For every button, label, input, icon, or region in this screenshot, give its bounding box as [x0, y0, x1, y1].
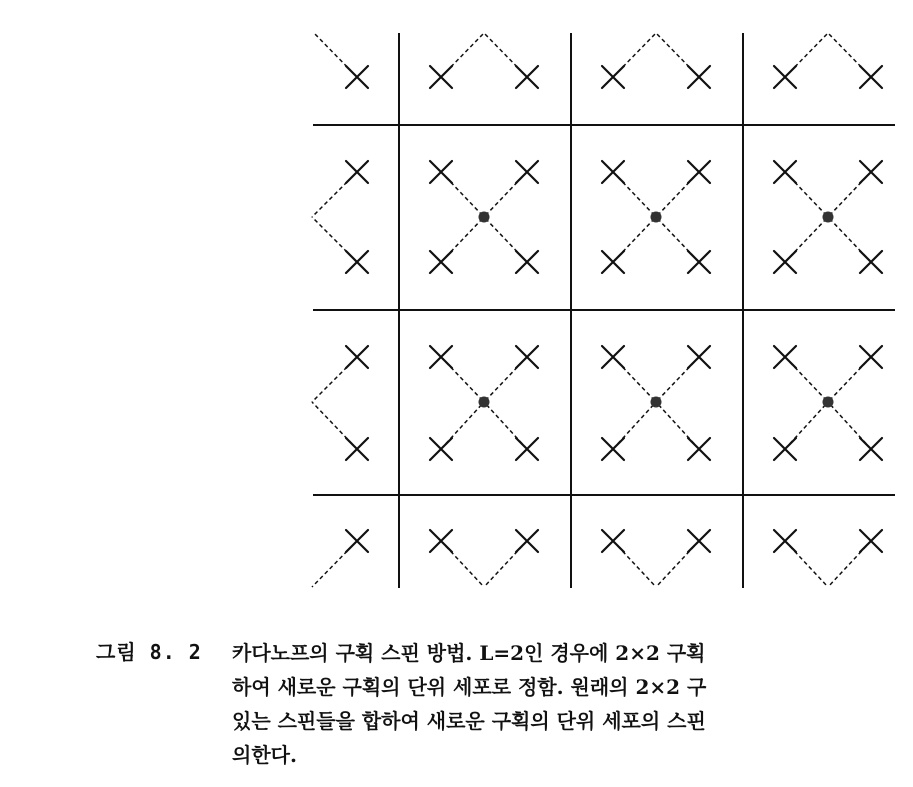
spin-cross: [430, 530, 452, 552]
spin-cross: [346, 251, 368, 273]
spin-cross: [516, 530, 538, 552]
spin-cross: [602, 438, 624, 460]
spin-cross: [688, 251, 710, 273]
caption-line-3: 있는 스핀들을 합하여 새로운 구획의 단위 세포의 스핀: [232, 709, 706, 733]
spin-cross: [346, 530, 368, 552]
block-center-dot: [823, 397, 834, 408]
spin-cross: [346, 438, 368, 460]
spin-cross: [602, 251, 624, 273]
block-center-dot: [479, 212, 490, 223]
spin-cross: [860, 530, 882, 552]
spin-cross: [430, 346, 452, 368]
block-center-dot: [823, 212, 834, 223]
spin-cross: [774, 346, 796, 368]
spin-cross: [430, 66, 452, 88]
block-center-dot: [651, 397, 662, 408]
spin-cross: [860, 161, 882, 183]
spin-cross: [430, 161, 452, 183]
spin-cross: [602, 346, 624, 368]
spin-cross: [688, 66, 710, 88]
spin-cross: [346, 346, 368, 368]
spin-cross: [516, 346, 538, 368]
block-center-dot: [479, 397, 490, 408]
spin-cross: [516, 438, 538, 460]
caption-line-1: 카다노프의 구획 스핀 방법. L=2인 경우에 2×2 구획: [232, 641, 706, 665]
spin-cross: [860, 66, 882, 88]
spin-cross: [516, 161, 538, 183]
block-grid-lines: [313, 33, 895, 588]
spin-cross: [860, 438, 882, 460]
spin-cross: [602, 66, 624, 88]
spin-cross: [860, 346, 882, 368]
spin-cross: [860, 251, 882, 273]
block-center-dot: [651, 212, 662, 223]
spin-cross: [774, 66, 796, 88]
caption-line-4: 의한다.: [232, 743, 297, 767]
spin-cross: [430, 438, 452, 460]
spin-cross: [774, 251, 796, 273]
spin-cross: [774, 161, 796, 183]
spin-cross: [774, 438, 796, 460]
spin-cross: [346, 161, 368, 183]
spin-cross: [602, 530, 624, 552]
spin-cross: [688, 438, 710, 460]
spin-cross: [516, 251, 538, 273]
spin-cross: [516, 66, 538, 88]
spin-cross: [688, 530, 710, 552]
caption-line-2: 하여 새로운 구획의 단위 세포로 정함. 원래의 2×2 구: [232, 675, 707, 699]
spin-cross: [346, 66, 368, 88]
figure-caption: [232, 636, 913, 772]
spin-cross: [430, 251, 452, 273]
spin-cross: [688, 161, 710, 183]
spin-cross: [774, 530, 796, 552]
spin-cross: [602, 161, 624, 183]
figure-number: 그림 8. 2: [96, 640, 202, 664]
spin-cross: [688, 346, 710, 368]
